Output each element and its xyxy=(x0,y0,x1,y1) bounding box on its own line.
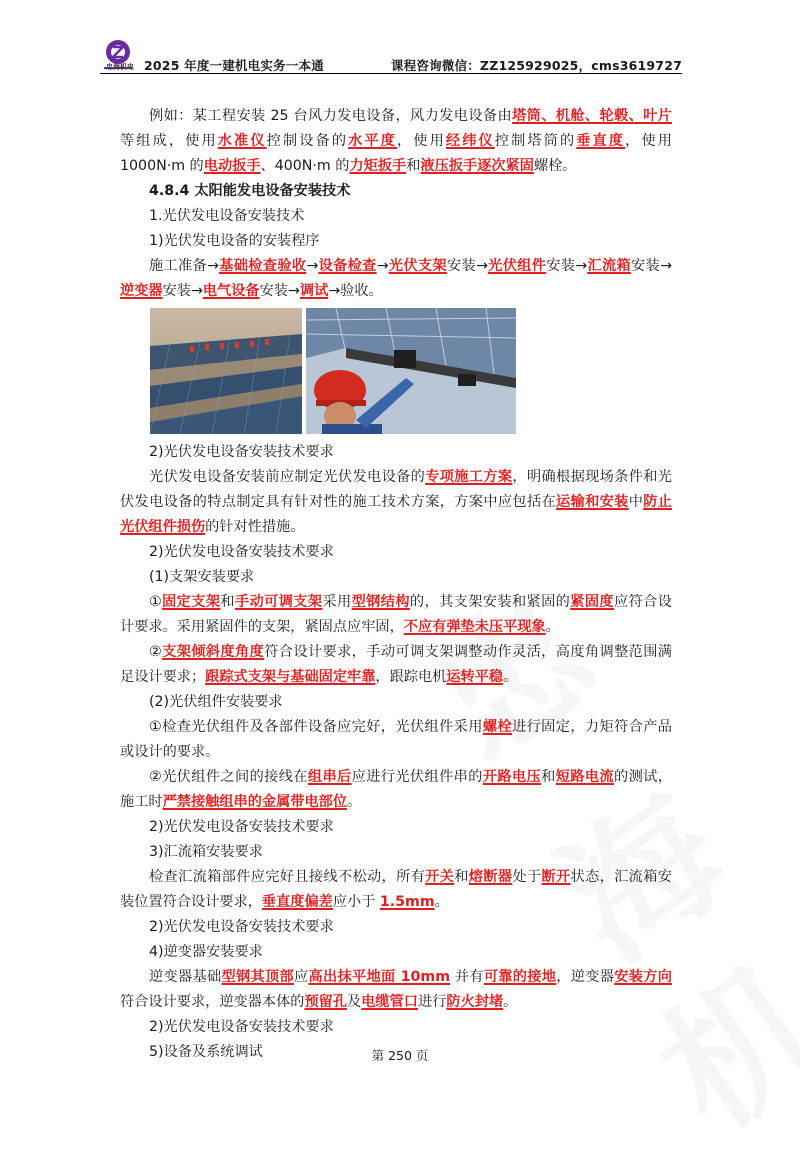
text-run: 。 xyxy=(503,669,518,685)
text-run: 和 xyxy=(406,158,421,174)
key-term: 手动可调支架 xyxy=(235,594,323,610)
text-run: 和 xyxy=(541,769,556,785)
key-term: 组串后 xyxy=(307,769,352,785)
key-term: 紧固度 xyxy=(570,594,614,610)
key-term: 熔断器 xyxy=(468,869,513,885)
text-run: 2)光伏发电设备安装技术要求 xyxy=(149,819,334,835)
text-run: 安装→ xyxy=(631,258,672,274)
text-run: 2)光伏发电设备安装技术要求 xyxy=(149,444,334,460)
key-term: 防止光伏组件损伤 xyxy=(120,494,672,535)
page-content xyxy=(120,104,672,1065)
paragraph xyxy=(120,229,672,254)
text-run: 螺栓。 xyxy=(533,158,577,174)
key-term: 可靠的接地 xyxy=(483,969,557,985)
technician-photo xyxy=(306,308,516,434)
key-term: 电气设备 xyxy=(202,283,260,299)
key-term: 水准仪 xyxy=(217,133,267,149)
photo-row xyxy=(150,308,672,436)
page-number: 第 250 页 xyxy=(371,1048,429,1063)
text-run: 例如：某工程安装 25 台风力发电设备，风力发电设备由 xyxy=(149,108,513,124)
key-term: 不应有弹垫未压平现象 xyxy=(403,619,546,635)
paragraph xyxy=(120,540,672,565)
key-term: 严禁接触组串的金属带电部位 xyxy=(162,794,348,810)
paragraph xyxy=(120,690,672,715)
paragraph xyxy=(120,204,672,229)
text-run: 2)光伏发电设备安装技术要求 xyxy=(149,1019,334,1035)
key-term: 预留孔 xyxy=(304,994,348,1010)
document-title: 2025 年度一建机电实务一本通 xyxy=(144,58,324,73)
key-term: 开路电压 xyxy=(482,769,542,785)
key-term: 专项施工方案 xyxy=(425,469,513,485)
key-term: 光伏支架 xyxy=(388,258,447,274)
key-term: 汇流箱 xyxy=(587,258,632,274)
text-run: 及 xyxy=(347,994,362,1010)
text-run: 应 xyxy=(293,969,309,985)
text-run: ，逆变器 xyxy=(556,969,615,985)
paragraph xyxy=(120,465,672,540)
key-term: 安装方向 xyxy=(614,969,672,985)
paragraph xyxy=(120,104,672,179)
text-run: 并有 xyxy=(450,969,484,985)
text-run: 。 xyxy=(347,794,362,810)
text-run: 逆变器基础 xyxy=(149,969,222,985)
key-term: 运输和安装 xyxy=(556,494,629,510)
text-run: 1.光伏发电设备安装技术 xyxy=(149,208,305,224)
section-heading xyxy=(120,179,672,204)
text-run: (1)支架安装要求 xyxy=(149,569,255,585)
text-run: 进行 xyxy=(418,994,447,1010)
key-term: 垂直度 xyxy=(576,133,626,149)
text-run: (2)光伏组件安装要求 xyxy=(149,694,283,710)
paragraph xyxy=(120,965,672,1015)
key-term: 型钢其顶部 xyxy=(221,969,294,985)
key-term: 短路电流 xyxy=(555,769,615,785)
text-run: 应小于 xyxy=(332,894,380,910)
text-run: 等组成，使用 xyxy=(120,133,218,149)
text-run: ①检查光伏组件及各部件设备应完好，光伏组件采用 xyxy=(149,719,483,735)
key-term: 电动扳手 xyxy=(203,158,261,174)
header-rule xyxy=(100,73,682,74)
text-run: 3)汇流箱安装要求 xyxy=(149,844,263,860)
key-term: 电缆管口 xyxy=(361,994,418,1010)
text-run: 4.8.4 太阳能发电设备安装技术 xyxy=(149,183,351,199)
text-run: 。 xyxy=(434,894,449,910)
solar-farm-photo xyxy=(150,308,302,434)
text-run: 2)光伏发电设备安装技术要求 xyxy=(149,919,334,935)
text-run: 、400N·m 的 xyxy=(260,158,350,174)
page-footer xyxy=(0,1046,800,1064)
text-run: 处于 xyxy=(512,869,542,885)
text-run: 光伏发电设备安装前应制定光伏发电设备的 xyxy=(149,469,426,485)
paragraph xyxy=(120,715,672,765)
text-run: ，使用 xyxy=(397,133,446,149)
paragraph xyxy=(120,840,672,865)
paragraph xyxy=(120,254,672,304)
text-run: 控制设备的 xyxy=(266,133,349,149)
paragraph xyxy=(120,440,672,465)
text-run: 安装→ xyxy=(446,258,488,274)
paragraph xyxy=(120,815,672,840)
text-run: 2)光伏发电设备安装技术要求 xyxy=(149,544,334,560)
text-run: ② xyxy=(149,644,163,660)
text-run: 5)设备及系统调试 xyxy=(149,1044,263,1060)
paragraph xyxy=(120,590,672,640)
text-run: 状态，汇流箱安装位置符合设计要求， xyxy=(120,869,672,910)
key-term: 高出抹平地面 10mm xyxy=(308,969,450,985)
key-term: 水平度 xyxy=(348,133,398,149)
key-term: 力矩扳手 xyxy=(349,158,407,174)
text-run: 1)光伏发电设备的安装程序 xyxy=(149,233,320,249)
paragraph xyxy=(120,940,672,965)
key-term: 光伏组件 xyxy=(487,258,547,274)
text-run: 和 xyxy=(220,594,235,610)
key-term: 开关 xyxy=(425,869,455,885)
key-term: 断开 xyxy=(541,869,571,885)
key-term: 垂直度偏差 xyxy=(261,894,333,910)
text-run: ① xyxy=(149,594,163,610)
key-term: 型钢结构 xyxy=(351,594,410,610)
key-term: 调试 xyxy=(299,283,329,299)
key-term: 塔筒、机舱、轮毂、叶片 xyxy=(512,108,672,124)
contact-info: 课程咨询微信：ZZ125929025，cms3619727 xyxy=(391,58,682,73)
key-term: 经纬仪 xyxy=(445,133,495,149)
text-run: 中 xyxy=(628,494,644,510)
text-run: 采用 xyxy=(322,594,352,610)
text-run: 控制塔筒的 xyxy=(494,133,577,149)
text-run: 施工准备→ xyxy=(149,258,219,274)
key-term: 运转平稳 xyxy=(446,669,504,685)
text-run: 符合设计要求，手动可调支架调整动作灵活，高度角调整范围满足设计要求； xyxy=(120,644,672,685)
paragraph xyxy=(120,565,672,590)
paragraph xyxy=(120,915,672,940)
text-run: 检查汇流箱部件应完好且接线不松动，所有 xyxy=(149,869,426,885)
paragraph xyxy=(120,865,672,915)
text-run: 符合设计要求，逆变器本体的 xyxy=(120,994,305,1010)
key-term: 防火封堵 xyxy=(446,994,504,1010)
key-term: 设备检查 xyxy=(318,258,377,274)
key-term: 1.5mm xyxy=(379,894,435,910)
text-run: → xyxy=(306,258,319,274)
paragraph xyxy=(120,640,672,690)
key-term: 螺栓 xyxy=(482,719,513,735)
text-run: ，明确根据现场条件和光伏发电设备的特点制定具有针对性的施工技术方案，方案中应包括在 xyxy=(120,469,672,510)
key-term: 液压扳手逐次紧固 xyxy=(420,158,534,174)
page-header xyxy=(100,38,682,76)
key-term: 基础检查验收 xyxy=(218,258,307,274)
paragraph xyxy=(120,1015,672,1040)
key-term: 支架倾斜度角度 xyxy=(162,644,265,660)
text-run: ，使用 1000N·m 的 xyxy=(120,133,672,174)
text-run: 进行固定，力矩符合产品或设计的要求。 xyxy=(120,719,672,760)
text-run: 安装→ xyxy=(546,258,588,274)
text-run: ②光伏组件之间的接线在 xyxy=(149,769,308,785)
text-run: → xyxy=(376,258,389,274)
text-run: 。 xyxy=(503,994,518,1010)
text-run: 应进行光伏组件串的 xyxy=(351,769,483,785)
text-run: 安装→ xyxy=(259,283,300,299)
text-run: 应符合设计要求。采用紧固件的支架，紧固点应牢固， xyxy=(120,594,672,635)
text-run: 。 xyxy=(545,619,560,635)
paragraph xyxy=(120,765,672,815)
text-run: 安装→ xyxy=(162,283,203,299)
text-run: 的测试，施工时 xyxy=(120,769,672,810)
key-term: 逆变器 xyxy=(120,283,163,299)
text-run: 的针对性措施。 xyxy=(205,519,305,535)
text-run: ，跟踪电机 xyxy=(375,669,447,685)
text-run: →验收。 xyxy=(328,283,383,299)
text-run: 4)逆变器安装要求 xyxy=(149,944,263,960)
text-run: 的，其支架安装和紧固的 xyxy=(409,594,571,610)
key-term: 跟踪式支架与基础固定牢靠 xyxy=(205,669,376,685)
key-term: 固定支架 xyxy=(162,594,221,610)
logo-caption: 忠海机电 xyxy=(106,63,134,71)
text-run: 和 xyxy=(454,869,469,885)
